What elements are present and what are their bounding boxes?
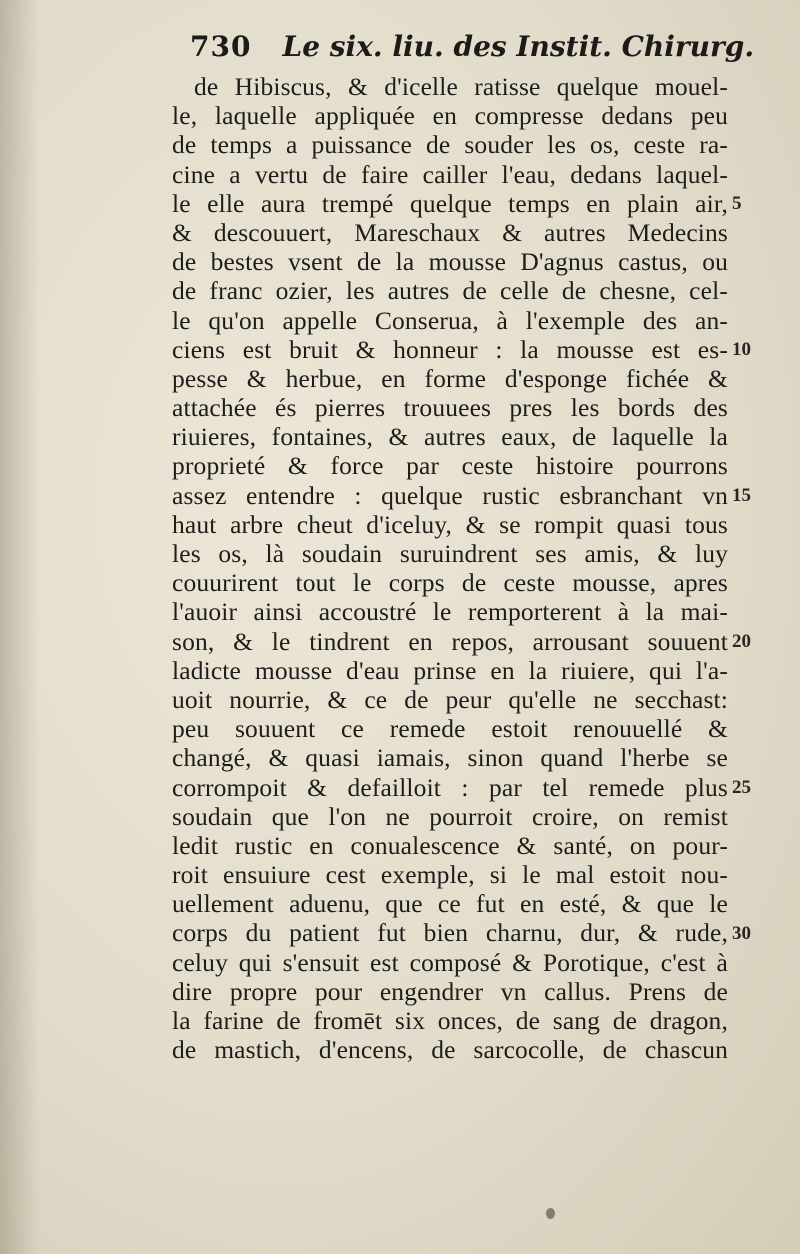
line-number-marker: 25 <box>732 776 751 798</box>
text-line: proprieté & force par ceste histoire pourrons <box>172 451 728 481</box>
text-line: les os, là soudain suruindrent ses amis, & luy <box>172 539 728 568</box>
text-line: celuy qui s'ensuit est composé & Porotique, c'est à <box>172 947 728 977</box>
text-line: cine a vertu de faire cailler l'eau, dedans laquel- <box>172 159 728 189</box>
text-line: uoit nourrie, & ce de peur qu'elle ne secchast: <box>172 684 728 714</box>
text-line: ladicte mousse d'eau prinse en la riuiere, qui l'a- <box>172 655 728 685</box>
ink-blot <box>546 1208 555 1219</box>
running-title: Le six. liu. des Instit. Chirurg. <box>282 30 755 63</box>
text-line: la farine de fromēt six onces, de sang de dragon, <box>172 1006 728 1035</box>
page-number: 730 <box>190 30 252 63</box>
page-gutter-shadow <box>0 0 40 1254</box>
running-header <box>190 30 755 74</box>
text-line: son, & le tindrent en repos, arrousant souuent <box>172 626 728 656</box>
text-line: soudain que l'on ne pourroit croire, on remist <box>172 801 728 831</box>
text-line: attachée és pierres trouuees pres les bords des <box>172 393 728 423</box>
text-line: de mastich, d'encens, de sarcocolle, de chascun <box>172 1035 728 1065</box>
text-line: ledit rustic en conualescence & santé, on pour- <box>172 830 728 860</box>
text-line: roit ensuiure cest exemple, si le mal estoit nou- <box>172 860 728 890</box>
text-line: de temps a puissance de souder les os, ceste ra- <box>172 130 728 160</box>
text-line: ciens est bruit & honneur : la mousse est es- <box>172 334 728 364</box>
text-line: assez entendre : quelque rustic esbranchant vn <box>172 480 728 510</box>
line-number-marker: 10 <box>732 338 751 360</box>
text-line: peu souuent ce remede estoit renouuellé & <box>172 714 728 744</box>
text-line: de Hibiscus, & d'icelle ratisse quelque mouel- <box>194 72 728 101</box>
text-line: l'auoir ainsi accoustré le remporterent à la mai- <box>172 597 728 627</box>
text-line: le qu'on appelle Conserua, à l'exemple des an- <box>172 305 728 335</box>
line-number-marker: 5 <box>732 192 742 214</box>
line-number-marker: 15 <box>732 484 751 506</box>
text-line: dire propre pour engendrer vn callus. Prens de <box>172 976 728 1006</box>
text-line: de bestes vsent de la mousse D'agnus castus, ou <box>172 247 728 277</box>
text-line: le elle aura trempé quelque temps en plain air, <box>172 188 728 218</box>
text-line: de franc ozier, les autres de celle de chesne, cel- <box>172 276 728 306</box>
text-line: changé, & quasi iamais, sinon quand l'herbe se <box>172 743 728 773</box>
body-text <box>172 72 728 1064</box>
text-line: corrompoit & defailloit : par tel remede plus <box>172 772 728 802</box>
text-line: riuieres, fontaines, & autres eaux, de laquelle la <box>172 422 728 452</box>
line-number-marker: 30 <box>732 922 751 944</box>
text-line: le, laquelle appliquée en compresse dedans peu <box>172 101 728 131</box>
text-line: couurirent tout le corps de ceste mousse, apres <box>172 568 728 598</box>
text-line: pesse & herbue, en forme d'esponge fichée & <box>172 363 728 393</box>
text-line: haut arbre cheut d'iceluy, & se rompit quasi tous <box>172 509 728 539</box>
line-number-marker: 20 <box>732 630 751 652</box>
text-line: corps du patient fut bien charnu, dur, & rude, <box>172 918 728 948</box>
text-line: uellement aduenu, que ce fut en esté, & que le <box>172 889 728 919</box>
text-line: & descouuert, Mareschaux & autres Medecins <box>172 217 728 247</box>
